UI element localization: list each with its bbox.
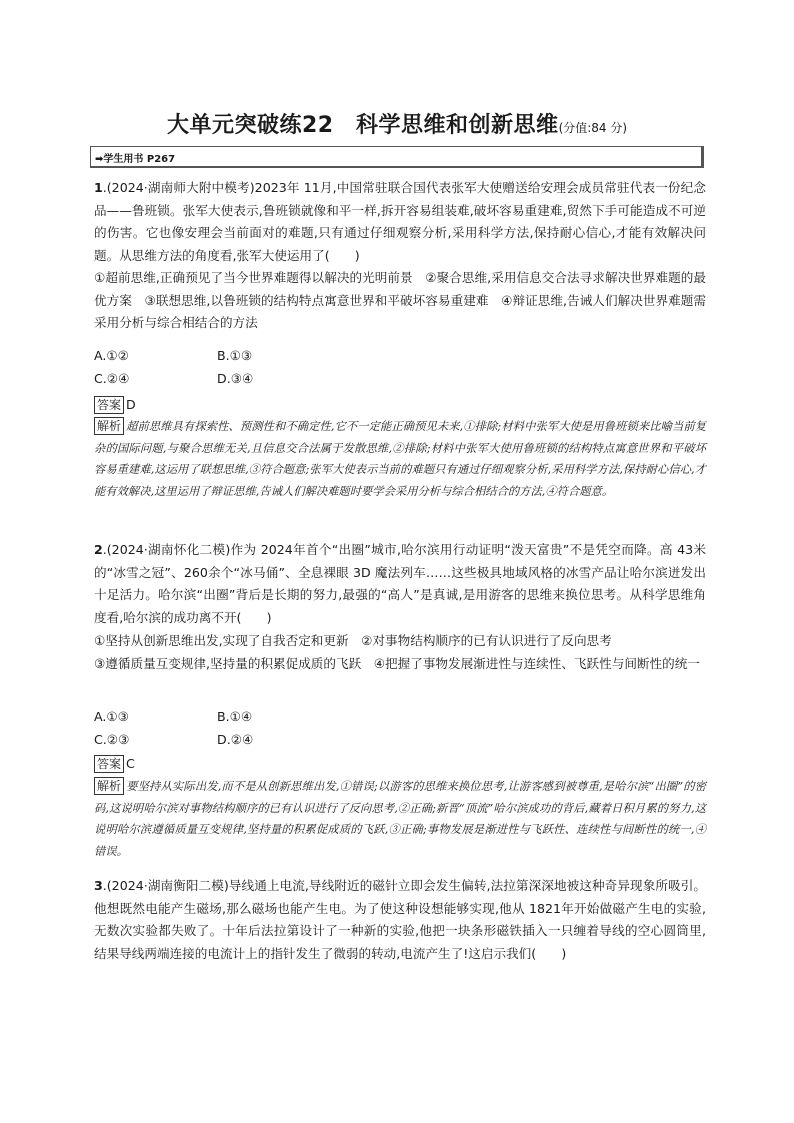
question-2 [94,539,706,629]
question-stem: .(2024·湖南怀化二模)作为 2024年首个“出圈”城市,哈尔滨用行动证明“泼天富贵”不是凭空而降。高 43米的“冰雪之冠”、260余个“冰马俑”、全息裸眼 3D 魔法列车……这些极具地域风格的冰雪产品让哈尔滨迸发出十足活力。哈尔滨“出圈”背后是长期的努力,最强的“高人”是真诚,是用游客的思维来换位思考。从科学思维角度看,哈尔滨的成功离不开( ) [94,542,706,625]
option-a: A.①③ [94,709,129,724]
question-2-statements [94,630,706,675]
question-1-statements [94,267,706,335]
answer-label: 答案 [94,396,124,414]
explanation-label: 解析 [94,777,124,795]
reference-text: ➡学生用书 P267 [95,154,176,165]
question-1-options [94,345,340,390]
answer-value: C [126,756,135,771]
option-c: C.②④ [94,370,130,386]
question-stem: .(2024·湖南师大附中模考)2023年 11月,中国常驻联合国代表张军大使赠送给安理会成员常驻代表一份纪念品——鲁班锁。张军大使表示,鲁班锁就像和平一样,拆开容易组装难,破坏容易重建难,贸然下手可能造成不可逆的伤害。它也像安理会当前面对的难题,只有通过仔细观察分析,采用科学方法,保持耐心信心,才能有效解决问题。从思维方法的角度看,张军大使运用了( ) [94,180,706,263]
title-main: 大单元突破练22 科学思维和创新思维 [166,113,559,138]
question-3 [94,875,706,965]
option-a: A.①② [94,348,129,363]
question-stem: .(2024·湖南衡阳二模)导线通上电流,导线附近的磁针立即会发生偏转,法拉第深深地被这种奇异现象所吸引。他想既然电能产生磁场,那么磁场也能产生电。为了使这种设想能够实现,他从 1821年开始做磁产生电的实验,无数次实验都失败了。十年后法拉第设计了一种新的实验,他把一块条形磁铁插入一只缠着导线的空心圆筒里,结果导线两端连接的电流计上的指针发生了微弱的转动,电流产生了!这启示我们( ) [94,878,706,961]
question-2-explanation [94,776,706,862]
question-1-answer [94,395,136,415]
answer-label: 答案 [94,755,124,773]
question-number: 2 [94,542,103,557]
question-2-options [94,706,340,751]
answer-value: D [126,397,136,412]
explanation-text: 超前思维具有探索性、预测性和不确定性,它不一定能正确预见未来,①排除;材料中张军大使是用鲁班锁来比喻当前复杂的国际问题,与聚合思维无关,且信息交合法属于发散思维,②排除;材料中张军大使用鲁班锁的结构特点寓意世界和平破坏容易重建难,这运用了联想思维,③符合题意;张军大使表示当前的难题只有通过仔细观察分析,采用科学方法,保持耐心信心,才能有效解决,这里运用了辩证思维,告诫人们解决难题时要学会采用分析与综合相结合的方法,④符合题意。 [94,420,706,498]
question-1 [94,177,706,267]
question-number: 3 [94,878,103,893]
option-b: B.①④ [217,709,253,724]
explanation-text: 要坚持从实际出发,而不是从创新思维出发,①错误;以游客的思维来换位思考,让游客感到被尊重,是哈尔滨“出圈”的密码,这说明哈尔滨对事物结构顺序的已有认识进行了反向思考,②正确;新晋“顶流”哈尔滨成功的背后,藏着日积月累的努力,这说明哈尔滨遵循质量互变规律,坚持量的积累促成质的飞跃,③正确;事物发展是渐进性与飞跃性、连续性与间断性的统一,④错误。 [94,780,706,858]
option-b: B.①③ [217,348,253,363]
title-score: (分值:84 分) [558,121,628,135]
question-2-answer [94,754,135,774]
option-d: D.③④ [217,370,254,386]
explanation-label: 解析 [94,417,124,435]
question-number: 1 [94,180,103,195]
option-d: D.②④ [217,731,254,747]
option-c: C.②③ [94,731,130,747]
student-book-reference [90,146,704,168]
question-1-explanation [94,416,706,502]
statements-text: ①坚持从创新思维出发,实现了自我否定和更新 ②对事物结构顺序的已有认识进行了反向思考 ③遵循质量互变规律,坚持量的积累促成质的飞跃 ④把握了事物发展渐进性与连续性、飞跃性与间断性的统一 [94,633,700,671]
page-title [0,108,794,139]
statements-text: ①超前思维,正确预见了当今世界难题得以解决的光明前景 ②聚合思维,采用信息交合法寻求解决世界难题的最优方案 ③联想思维,以鲁班锁的结构特点寓意世界和平破坏容易重建难 ④辩证思维,告诫人们解决世界难题需采用分析与综合相结合的方法 [94,270,706,331]
